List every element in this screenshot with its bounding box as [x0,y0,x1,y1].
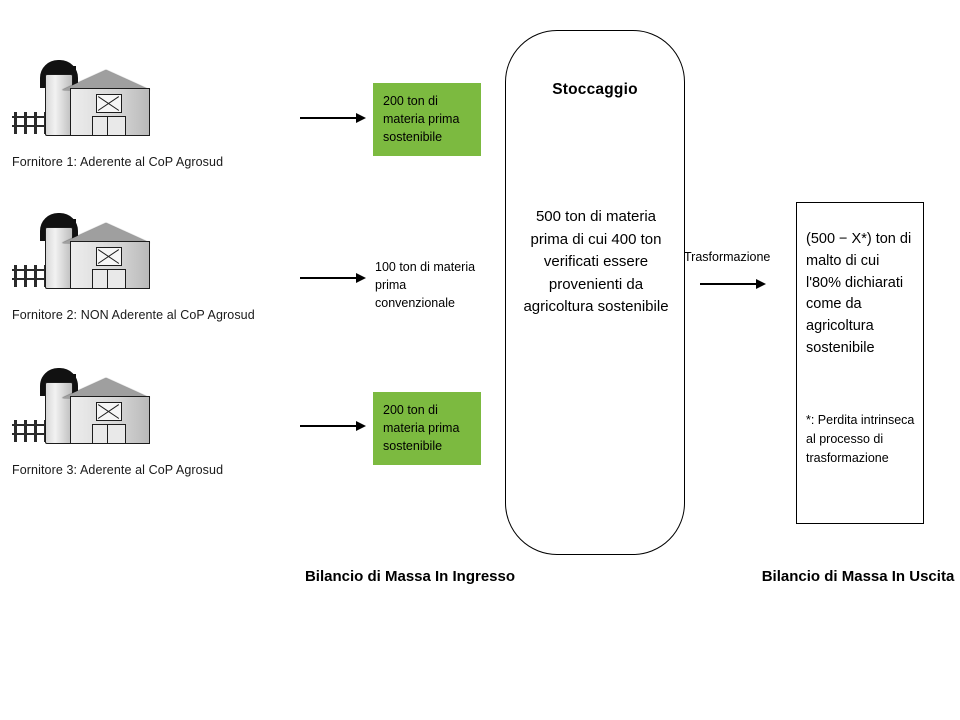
flow-box-3: 200 ton di materia prima sostenibile [373,392,481,465]
barn-door-icon [92,424,126,444]
arrow-supplier-1 [300,112,366,124]
caption-output-balance: Bilancio di Massa In Uscita [761,568,955,585]
farm-icon [12,62,162,147]
flow-box-1: 200 ton di materia prima sostenibile [373,83,481,156]
barn-roof-icon [62,223,150,243]
arrow-supplier-2 [300,272,366,284]
storage-container [505,30,685,555]
barn-roof-icon [62,70,150,90]
barn-window-icon [96,402,122,421]
farm-icon [12,215,162,300]
barn-window-icon [96,94,122,113]
flow-box-2: 100 ton di materia prima convenzionale [375,260,476,311]
supplier-1-label: Fornitore 1: Aderente al CoP Agrosud [12,155,224,169]
output-main-text: (500 − X*) ton di malto di cui l'80% dichiarati come da agricoltura sostenibile [806,231,912,356]
supplier-block-2 [12,215,312,322]
storage-body-text: 500 ton di materia prima di cui 400 ton verificati essere provenienti da agricoltura sostenibile [523,208,669,315]
caption-input-balance: Bilancio di Massa In Ingresso [304,568,516,585]
arrow-supplier-3 [300,420,366,432]
output-note-text: *: Perdita intrinseca al processo di trasformazione [806,413,915,465]
supplier-3-label: Fornitore 3: Aderente al CoP Agrosud [12,463,224,477]
storage-title: Stoccaggio [552,81,638,98]
arrow-transformation [700,278,766,290]
supplier-2-label: Fornitore 2: NON Aderente al CoP Agrosud [12,308,255,322]
barn-window-icon [96,247,122,266]
farm-icon [12,370,162,455]
barn-door-icon [92,269,126,289]
barn-roof-icon [62,378,150,398]
supplier-block-3 [12,370,312,477]
supplier-block-1 [12,62,312,169]
barn-door-icon [92,116,126,136]
transformation-label: Trasformazione [684,250,771,264]
output-box [796,202,924,524]
